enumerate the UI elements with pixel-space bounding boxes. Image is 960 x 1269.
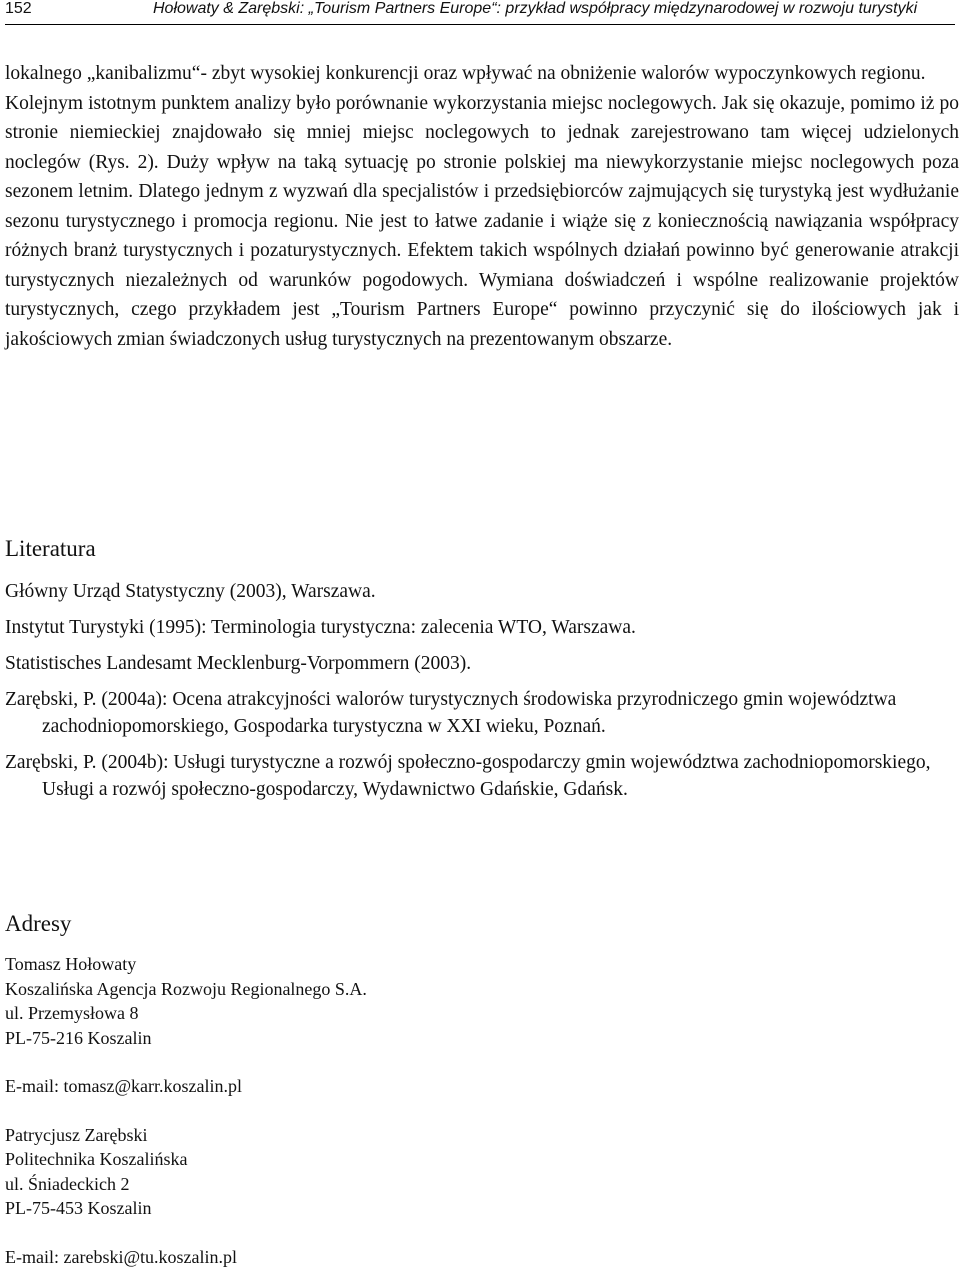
spacer	[5, 1221, 955, 1245]
page-number: 152	[5, 0, 32, 17]
spacer	[5, 1050, 955, 1074]
body-text	[5, 59, 959, 354]
running-head	[5, 0, 955, 25]
address-author-1	[5, 952, 955, 1099]
author-name: Patrycjusz Zarębski	[5, 1124, 148, 1145]
author-email[interactable]: E-mail: tomasz@karr.koszalin.pl	[5, 1076, 243, 1096]
literature-heading: Literatura	[5, 536, 96, 561]
reference-item: Zarębski, P. (2004a): Ocena atrakcyjności walorów turystycznych środowiska przyrodniczego gmin województwa zachodniopomorskiego, Gospodarka turystyczna w XXI wieku, Poznań.	[5, 689, 897, 737]
author-street: ul. Śniadeckich 2	[5, 1173, 130, 1194]
spacer	[5, 1099, 955, 1123]
reference-list	[5, 578, 955, 812]
body-paragraph-1: lokalnego „kanibalizmu“- zbyt wysokiej konkurencji oraz wpływać na obniżenie walorów wypoczynkowych regionu.	[5, 63, 926, 84]
reference-item: Zarębski, P. (2004b): Usługi turystyczne a rozwój społeczno-gospodarczy gmin województwa zachodniopomorskiego, Usługi a rozwój społeczno-gospodarczy, Wydawnictwo Gdańskie, Gdańsk.	[5, 752, 931, 800]
author-institution: Politechnika Koszalińska	[5, 1149, 188, 1169]
author-city: PL-75-453 Koszalin	[5, 1198, 152, 1218]
author-city: PL-75-216 Koszalin	[5, 1027, 152, 1048]
reference-item: Instytut Turystyki (1995): Terminologia turystyczna: zalecenia WTO, Warszawa.	[5, 617, 636, 638]
author-institution: Koszalińska Agencja Rozwoju Regionalnego S.A.	[5, 978, 367, 999]
author-email[interactable]: E-mail: zarebski@tu.koszalin.pl	[5, 1246, 238, 1267]
reference-item: Główny Urząd Statystyczny (2003), Warszawa.	[5, 581, 376, 602]
author-name: Tomasz Hołowaty	[5, 954, 137, 974]
author-street: ul. Przemysłowa 8	[5, 1003, 139, 1023]
reference-item: Statistisches Landesamt Mecklenburg-Vorpommern (2003).	[5, 653, 472, 674]
running-head-title: Hołowaty & Zarębski: „Tourism Partners Europe“: przykład współpracy międzynarodowej w rozwoju turystyki	[153, 0, 918, 17]
address-block	[5, 952, 955, 1269]
addresses-heading: Adresy	[5, 911, 72, 936]
address-author-2	[5, 1123, 955, 1269]
body-paragraph-2: Kolejnym istotnym punktem analizy było porównanie wykorzystania miejsc noclegowych. Jak się okazuje, pomimo iż po stronie niemieckiej znajdowało się mniej miejsc noclegowych to jednak zarejestrowano tam więcej udzielonych noclegów (Rys. 2). Duży wpływ na taką sytuację po stronie polskiej ma niewykorzystanie miejsc noclegowych poza sezonem letnim. Dlatego jednym z wyzwań dla specjalistów i przedsiębiorców zajmujących się turystyką jest wydłużanie sezonu turystycznego i promocja regionu. Nie jest to łatwe zadanie i wiąże się z koniecznością nawiązania współpracy różnych branż turystycznych i pozaturystycznych. Efektem takich wspólnych działań powinno być generowanie atrakcji turystycznych niezależnych od warunków pogodowych. Wymiana doświadczeń i wspólne realizowanie projektów turystycznych, czego przykładem jest „Tourism Partners Europe“ powinno przyczynić się do ilościowych jak i jakościowych zmian świadczonych usług turystycznych na prezentowanym obszarze.	[5, 92, 959, 350]
